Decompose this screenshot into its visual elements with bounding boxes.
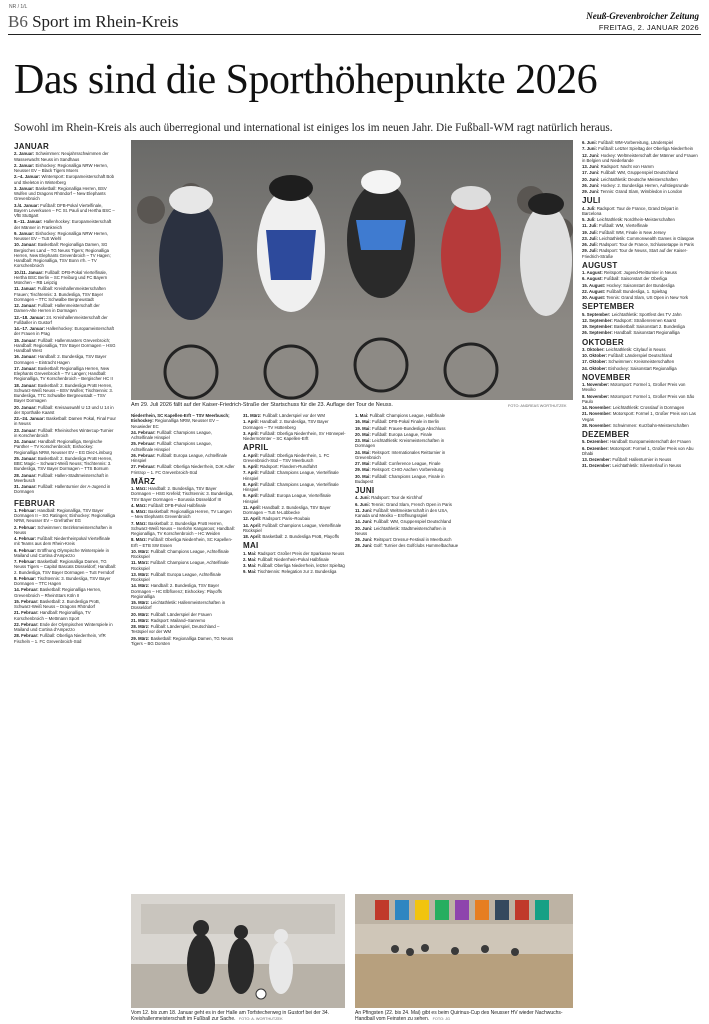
calendar-entry: 12. September: Radsport: Straßenrennen Kaarst bbox=[582, 317, 677, 323]
calendar-entry: 26. Juni: Reitsport: Dressur-Festival in Meerbusch bbox=[355, 537, 452, 542]
calendar-entry: 10. März: Fußball: Champions League, Achtelfinale Rückspiel bbox=[131, 548, 229, 559]
calendar-entry: Niederrhein, SC Kapellen-Erft – TSV Meerbusch; Eishockey: Regionalliga NRW, Neusser EV – Neuwieder EC bbox=[131, 413, 230, 429]
calendar-entry: 24. Mai: Reitsport: Internationales Reitturnier in Grevenbroich bbox=[355, 449, 446, 460]
photo-hall-football-caption: Vom 12. bis zum 18. Januar geht es in der Halle am Torfstecherweg in Gustorf bei der 34. Kreishallenmeisterschaft im Fußball zur Sache. FOTO: A. WORTHUTZEK bbox=[131, 1010, 330, 1022]
calendar-entry: 20. März: Fußball: Länderspiel der Frauen bbox=[131, 611, 212, 617]
calendar-entry: 8.–11. Januar: Hallenhockey: Europameisterschaft der Männer in Frankreich bbox=[14, 219, 112, 230]
month-heading-september: SEPTEMBER bbox=[582, 302, 635, 312]
header-rule bbox=[8, 34, 701, 35]
calendar-entry: 31. Januar: Fußball: Hallenturnier der A-Jugend in Dormagen bbox=[14, 484, 111, 495]
calendar-entry: 9. April: Fußball: Europa League, Viertelfinale Hinspiel bbox=[243, 493, 331, 504]
calendar-entry: 4. März: Fußball: DFB-Pokal Halbfinale bbox=[131, 502, 206, 508]
calendar-entry: 15. Februar: Basketball: 2. Bundesliga ProB, Schwarz-Weiß Neuss – Dragons Rhöndorf bbox=[14, 598, 100, 609]
calendar-entry: 4. Juli: Radsport: Tour de France, Grand Départ in Barcelona bbox=[582, 205, 679, 216]
calendar-entry: 25. Februar: Fußball: Champions League, Achtelfinale Hinspiel bbox=[131, 441, 212, 452]
calendar-entry: 26. Juni: Hockey: 2. Bundesliga Herren, Aufstiegsrunde bbox=[582, 182, 689, 188]
calendar-entry: 14. Februar: Basketball: Regionalliga Herren, Grevenbroich – RheinStars Köln II bbox=[14, 587, 102, 598]
calendar-entry: 17. Januar: Basketball: Regionalliga Herren, New Elephants Grevenbroich – TV Langen; Handball: Regionalliga, TV Korschenbroich – Bergischer HC II bbox=[14, 365, 113, 382]
calendar-entry: 14. Juni: Fußball: WM, Gruppenspiel Deutschland bbox=[355, 519, 452, 525]
calendar-entry: 8. Februar: Tischtennis: 3. Bundesliga, TSV Bayer Dormagen – TTC Hagen bbox=[14, 575, 111, 586]
calendar-entry: 13. Dezember: Fußball: Hallenturnier in Neuss bbox=[582, 457, 672, 462]
calendar-entry: 2. Februar: Schwimmen: Bezirksmeisterschaften in Neuss bbox=[14, 524, 113, 535]
calendar-entry: 17. Juni: Fußball: WM, Gruppenspiel Deutschland bbox=[582, 170, 679, 176]
entry-list-januar bbox=[14, 151, 116, 494]
calendar-entry: 11. Juni: Fußball: Weltmeisterschaft in den USA, Kanada und Mexiko – Eröffnungsspiel bbox=[355, 507, 449, 518]
photo-hall-football bbox=[131, 894, 345, 1008]
calendar-entry: 20. Januar: Fußball: Kreisauswahl U 13 und U 14 in der Sporthalle Kaarst bbox=[14, 404, 114, 415]
calendar-entry: 24. Oktober: Eishockey: Saisonstart Regionalliga bbox=[582, 365, 677, 371]
calendar-entry: 24. Januar: Handball: Regionalliga, Bergische Panther – TV Korschenbroich; Eishockey: Regionalliga NRW, Neusser EV – EG Diez-Limburg bbox=[14, 439, 112, 455]
entry-list-col3-top bbox=[243, 413, 347, 441]
calendar-entry: 7. April: Fußball: Champions League, Viertelfinale Hinspiel bbox=[243, 470, 339, 481]
month-heading-november: NOVEMBER bbox=[582, 372, 631, 382]
calendar-entry: 3. Oktober: Leichtathletik: Citylauf in Neuss bbox=[582, 346, 666, 352]
calendar-entry: 3. April: Fußball: Oberliga Niederrhein, SV Hönnepel-Niedermörmter – SC Kapellen-Erft bbox=[243, 430, 346, 441]
calendar-entry: 1. Mai: Fußball: Champions League, Halbfinale bbox=[355, 413, 446, 418]
calendar-entry: 2. Januar: Eishockey: Regionalliga NRW Herren, Neusser EV – Black Tigers Moers bbox=[14, 162, 109, 173]
calendar-entry: 29. Mai: Reitsport: CHIO Aachen Vorbereitung bbox=[355, 467, 444, 473]
entry-list-col4-top bbox=[355, 413, 459, 484]
month-heading-januar: JANUAR bbox=[14, 142, 50, 151]
calendar-entry: 10. Januar: Basketball: Regionalliga Damen, SG Bergisches Land – TG Neuss Tigers; Regionalliga Herren, New Elephants Grevenbroich – TV Hagen; Handball: Regionalliga, TSV Bonn rrh. – TV Korschenbroich bbox=[14, 242, 111, 269]
calendar-entry: 29. Juni: Tennis: Grand Slam, Wimbledon in London bbox=[582, 189, 683, 194]
entry-list-mai bbox=[243, 551, 347, 575]
calendar-entry: 5. Juli: Leichtathletik: Nordrhein-Meisterschaften bbox=[582, 217, 675, 222]
calendar-entry: 28. Januar: Fußball: Hallen-Stadtmeisterschaft in Meerbusch bbox=[14, 472, 109, 483]
entry-list-september bbox=[582, 312, 698, 336]
calendar-entry: 21. März: Radsport: Mailand–Sanremo bbox=[131, 617, 206, 623]
calendar-entry: 14. April: Fußball: Champions League, Viertelfinale Rückspiel bbox=[243, 522, 342, 533]
page-number: B6 bbox=[8, 12, 28, 31]
column-2 bbox=[131, 413, 235, 891]
entry-list-juni bbox=[355, 495, 459, 548]
calendar-entry: 28. Juni: Golf: Turnier des Golfclubs Hummelbachaue bbox=[355, 543, 459, 549]
calendar-entry: 20. Juni: Leichtathletik: Stadtmeisterschaften in Neuss bbox=[355, 525, 447, 536]
subheadline: Sowohl im Rhein-Kreis als auch überregional und international ist einiges los im neuen Jahr. Die Fußball-WM ragt natürlich heraus. bbox=[14, 122, 613, 134]
photo-hall-football-credit: FOTO: A. WORTHUTZEK bbox=[238, 1017, 283, 1021]
calendar-entry: 19. September: Basketball: Saisonstart 2. Bundesliga bbox=[582, 324, 685, 329]
calendar-entry: 4. April: Fußball: Oberliga Niederrhein, 1. FC Grevenbroich-Süd – TSV Meerbusch bbox=[243, 452, 330, 463]
calendar-entry: 21. November: Motorsport: Formel 1, Großer Preis von Las Vegas bbox=[582, 411, 696, 422]
cyclists-illustration bbox=[131, 140, 573, 400]
calendar-entry: 26. September: Handball: Saisonstart Regionalliga bbox=[582, 330, 680, 336]
calendar-entry: 1. März: Handball: 2. Bundesliga, TSV Bayer Dormagen – HSG Krefeld; Tischtennis: 3. Bundesliga, TSV Bayer Dormagen – Borussia Düsseldorf III bbox=[131, 486, 234, 502]
month-heading-august: AUGUST bbox=[582, 260, 618, 270]
calendar-entry: 8. November: Motorsport: Formel 1, Großer Preis von São Paulo bbox=[582, 393, 695, 404]
calendar-entry: 7. Juni: Fußball: Letzter Spieltag der Oberliga Niederrhein bbox=[582, 146, 694, 152]
calendar-entry: 22.–24. Januar: Basketball: Damen Pokal, Final Four in Neuss bbox=[14, 416, 116, 427]
calendar-entry: 21. Februar: Handball: Regionalliga, TV Korschenbroich – Mettmann Sport bbox=[14, 610, 91, 621]
calendar-entry: 28. November: Schwimmen: Kurzbahn-Meisterschaften bbox=[582, 422, 689, 428]
calendar-entry: 5. September: Leichtathletik: Sportfest des TV Jahn bbox=[582, 311, 682, 317]
calendar-entry: 18. April: Basketball: 2. Bundesliga ProB, Playoffs bbox=[243, 534, 340, 539]
month-heading-dezember: DEZEMBER bbox=[582, 430, 630, 439]
column-4 bbox=[355, 413, 459, 883]
calendar-entry: 8. April: Fußball: Champions League, Viertelfinale Hinspiel bbox=[243, 481, 339, 492]
calendar-entry: 16. Januar: Handball: 2. Bundesliga, TSV Bayer Dormagen – Eintracht Hagen bbox=[14, 354, 107, 365]
calendar-entry: 30. Mai: Fußball: Champions League, Finale in Budapest bbox=[355, 473, 445, 484]
calendar-entry: 22. Februar: Ende der Olympischen Winterspiele in Mailand und Cortina d'Ampezzo bbox=[14, 621, 113, 632]
calendar-entry: 14. November: Leichtathletik: Crosslauf in Dormagen bbox=[582, 405, 685, 410]
photo-quirinus-cup-caption: An Pfingsten (22. bis 24. Mai) gibt es beim Quirinus-Cup des Neusser HV wieder Nachwuchs-Handball vom Feinsten zu sehen. FOTO: JG bbox=[355, 1010, 563, 1022]
calendar-entry: 27. Februar: Fußball: Oberliga Niederrhein, DJK Adler Frintrop – 1. FC Grevenbroich-Süd bbox=[131, 464, 235, 475]
column-3 bbox=[243, 413, 347, 883]
calendar-entry: 15. März: Leichtathletik: Hallenmeisterschaften in Düsseldorf bbox=[131, 600, 226, 611]
calendar-entry: 27. Mai: Fußball: Conference League, Finale bbox=[355, 461, 441, 466]
calendar-entry: 18. Januar: Basketball: 2. Bundesliga ProB Herren, Schwarz-Weiß Neuss – BSV Wulfen; Tischtennis: 3. Bundesliga, TTC Schwalbe Bergneustadt – TSV Bayer Dormagen bbox=[14, 382, 113, 404]
calendar-entry: 29. März: Basketball: Regionalliga Damen, TG Neuss Tigers – BG Dorsten bbox=[131, 635, 234, 646]
section-title bbox=[8, 12, 178, 32]
main-photo-cyclists bbox=[131, 140, 573, 400]
photo-quirinus-cup bbox=[355, 894, 573, 1008]
calendar-entry: 1. August: Reitsport: Jugend-Reitturnier in Neuss bbox=[582, 270, 677, 275]
calendar-entry: 7. Februar: Basketball: Regionalliga Damen, TG Neuss Tigers – Capitol Bascats Düsseldorf; Handball: 2. Bundesliga, TSV Bayer Dormagen – TuS Ferndorf bbox=[14, 559, 116, 575]
calendar-entry: 12. Januar: Fußball: Hallenmeisterschaft der Damen-Alte Herren in Dormagen bbox=[14, 303, 100, 314]
calendar-entry: 16. Mai: Fußball: DFB-Pokal Finale in Berlin bbox=[355, 419, 440, 425]
month-heading-mai: MAI bbox=[243, 541, 259, 551]
calendar-entry: 24. Februar: Fußball: Champions League, Achtelfinale Hinspiel bbox=[131, 429, 212, 440]
calendar-entry: 13. März: Fußball: Europa League, Achtelfinale Rückspiel bbox=[131, 571, 222, 582]
handball-hall-illustration bbox=[355, 894, 573, 1008]
calendar-entry: 2.–4. Januar: Wintersport: Europameisterschaft Bob und Skeleton in Winterberg bbox=[14, 174, 115, 185]
calendar-entry: 30. August: Tennis: Grand Slam, US Open in New York bbox=[582, 295, 689, 300]
calendar-entry: 10. Oktober: Fußball: Länderspiel Deutschland bbox=[582, 353, 673, 358]
newspaper-name: Neuß-Grevenbroicher Zeitung bbox=[586, 11, 699, 21]
calendar-entry: 2. Januar: Schwimmen: Neujahrsschwimmen der Wasserwacht Neuss im Sandhaus bbox=[14, 151, 109, 162]
page-folio: NR / 1/L bbox=[9, 4, 28, 10]
calendar-entry: 2. Mai: Fußball: Niederrhein-Pokal Halbfinale bbox=[243, 556, 329, 562]
calendar-entry: 6. März: Basketball: Regionalliga Herren, TV Langen – New Elephants Grevenbroich bbox=[131, 509, 232, 520]
calendar-entry: 19. Mai: Fußball: Frauen-Bundesliga Abschluss bbox=[355, 425, 446, 431]
calendar-entry: 23. Juli: Leichtathletik: Commonwealth Games in Glasgow bbox=[582, 235, 695, 241]
section-name: Sport im Rhein-Kreis bbox=[32, 12, 179, 31]
calendar-entry: 31. Dezember: Leichtathletik: Silvesterlauf in Neuss bbox=[582, 463, 682, 469]
calendar-entry: 28. März: Fußball: Länderspiel, Deutschland – Testspiel vor der WM bbox=[131, 624, 220, 635]
calendar-entry: 6. Juni: Tennis: Grand Slam, French Open in Paris bbox=[355, 501, 452, 507]
month-heading-oktober: OKTOBER bbox=[582, 337, 624, 347]
calendar-entry: 6. Juni: Fußball: WM-Vorbereitung, Länderspiel bbox=[582, 140, 673, 145]
calendar-entry: 15. August: Hockey: Saisonstart der Bundesliga bbox=[582, 282, 675, 288]
calendar-entry: 12. Juni: Hockey: Weltmeisterschaft der Männer und Frauen in Belgien und Niederlande bbox=[582, 152, 698, 163]
calendar-entry: 1. Februar: Handball: Regionalliga, TSV Bayer Dormagen II – SG Ratingen; Eishockey: Regionalliga NRW, Neusser EV – Grefrather EG bbox=[14, 507, 116, 524]
calendar-entry: 11. Januar: Fußball: Kreishallenmeisterschaften Frauen; Tischtennis: 3. Bundesliga, TSV Bayer Dormagen – TTC Schwalbe Bergneustadt bbox=[14, 286, 106, 302]
column-5 bbox=[582, 140, 698, 1018]
calendar-entry: 20. Mai: Fußball: Europa League, Finale bbox=[355, 431, 433, 437]
entry-list-dezember bbox=[582, 439, 698, 468]
calendar-entry: 5. April: Radsport: Flandern-Rundfahrt bbox=[243, 464, 318, 469]
calendar-entry: 6. Dezember: Motorsport: Formel 1, Großer Preis von Abu Dhabi bbox=[582, 445, 694, 456]
calendar-entry: 14. März: Handball: 2. Bundesliga, TSV Bayer Dormagen – HC Elbflorenz; Eishockey: Playoffs Regionalliga bbox=[131, 583, 222, 599]
calendar-entry: 5. Dezember: Handball: Europameisterschaft der Frauen bbox=[582, 439, 691, 445]
month-heading-juli: JULI bbox=[582, 196, 601, 206]
entry-list-april bbox=[243, 453, 347, 540]
calendar-entry: 11. März: Fußball: Champions League, Achtelfinale Rückspiel bbox=[131, 560, 229, 571]
calendar-entry: 4. Juni: Radsport: Tour de Kirchhof bbox=[355, 495, 423, 501]
calendar-entry: 31. März: Fußball: Länderspiel vor der WM bbox=[243, 413, 325, 418]
calendar-entry: 15. Januar: Fußball: Hallenmasters Grevenbroich; Handball: Regionalliga, TSV Bayer Dormagen – HSG Handball West bbox=[14, 337, 116, 353]
headline: Das sind die Sporthöhepunkte 2026 bbox=[14, 57, 598, 103]
calendar-entry: 1. November: Motorsport: Formel 1, Großer Preis von Mexiko bbox=[582, 382, 686, 393]
calendar-entry: 10./11. Januar: Fußball: DFB-Pokal Viertelfinale, Hertha BSC Berlin – SC Freiburg und FC Bayern München – RB Leipzig bbox=[14, 269, 108, 285]
calendar-entry: 26. Juli: Radsport: Tour de France, Schlussetappe in Paris bbox=[582, 242, 694, 247]
calendar-entry: 3. Januar: Basketball: Regionalliga Herren, BSV Wulfen und Dragons Rhöndorf – New Elephants Grevenbroich bbox=[14, 185, 107, 202]
calendar-entry: 20. Juni: Leichtathletik: Deutsche Meisterschaften bbox=[582, 176, 678, 182]
main-photo-caption: Am 29. Juli 2026 fällt auf der Kaiser-Friedrich-Straße der Startschuss für die 23. Auflage der Tour de Neuss. bbox=[131, 402, 393, 408]
calendar-entry: 9. Januar: Eishockey: Regionalliga NRW Herren, Neusser EV – TuS Wiehl bbox=[14, 230, 109, 241]
calendar-entry: 29. Juli: Radsport: Tour de Neuss, Start auf der Kaiser-Friedrich-Straße bbox=[582, 248, 688, 259]
calendar-entry: 11. Juli: Fußball: WM, Viertelfinale bbox=[582, 223, 649, 229]
calendar-entry: 23. Mai: Leichtathletik: Kreismeisterschaften in Dormagen bbox=[355, 438, 445, 449]
month-heading-april: APRIL bbox=[243, 443, 269, 453]
calendar-entry: 14.–17. Januar: Hallenhockey: Europameisterschaft der Frauen in Prag bbox=[14, 326, 114, 337]
calendar-entry: 6. Februar: Eröffnung Olympische Winterspiele in Mailand und Cortina d'Ampezzo bbox=[14, 547, 109, 558]
calendar-entry: 4. Februar: Fußball: Niederrheinpokal Viertelfinale mit Teams aus dem Rhein-Kreis bbox=[14, 536, 111, 547]
entry-list-juli bbox=[582, 206, 698, 259]
calendar-entry: 6. August: Fußball: Saisonstart der Oberliga bbox=[582, 276, 668, 282]
calendar-entry: 12.–18. Januar: 24. Kreishallenmeisterschaft der Fußballer in Gustorf bbox=[14, 314, 108, 325]
calendar-entry: 3. Mai: Fußball: Oberliga Niederrhein, letzter Spieltag bbox=[243, 563, 345, 568]
main-photo-credit: FOTO: ANDREAS WORTHUTZEK bbox=[508, 404, 567, 408]
month-heading-februar: FEBRUAR bbox=[14, 498, 56, 508]
column-1 bbox=[14, 140, 116, 1018]
calendar-entry: 25. Januar: Basketball: 2. Bundesliga ProB Herren, BBC Magic – Schwarz-Weiß Neuss; Tischtennis: 3. Bundesliga, TSV Bayer Dormagen – TTS Borsum bbox=[14, 455, 113, 472]
month-heading-juni: JUNI bbox=[355, 486, 375, 495]
calendar-entry: 19. Juli: Fußball: WM, Finale in New Jersey bbox=[582, 229, 666, 235]
entry-list-maerz bbox=[131, 486, 235, 646]
calendar-entry: 8. März: Fußball: Oberliga Niederrhein, SC Kapellen-Erft – ETB SW Essen bbox=[131, 537, 233, 548]
calendar-entry: 26. Februar: Fußball: Europa League, Achtelfinale Hinspiel bbox=[131, 452, 228, 463]
entry-list-november bbox=[582, 382, 698, 428]
entry-list-col5-top bbox=[582, 140, 698, 194]
calendar-entry: 22. August: Fußball: Bundesliga, 1. Spieltag bbox=[582, 288, 668, 294]
calendar-entry: 11. April: Handball: 2. Bundesliga, TSV Bayer Dormagen – TuS N-Lübbecke bbox=[243, 504, 331, 515]
issue-date: FREITAG, 2. JANUAR 2026 bbox=[598, 23, 699, 32]
entry-list-col2-top bbox=[131, 413, 235, 475]
calendar-entry: 17. Oktober: Schwimmen: Kreismeisterschaften bbox=[582, 359, 675, 365]
calendar-entry: 23. Januar: Fußball: Rheinisches Wintercup-Turnier in Korschenbroich bbox=[14, 427, 114, 438]
calendar-entry: 9. Mai: Tischtennis: Relegation zur 2. Bundesliga bbox=[243, 569, 337, 575]
entry-list-august bbox=[582, 270, 698, 300]
calendar-entry: 3./4. Januar: Fußball: DFB-Pokal Viertelfinale, Bayern Leverkusen – FC St. Pauli und Hertha BSC – VfB Stuttgart bbox=[14, 202, 115, 218]
calendar-entry: 1. April: Handball: 2. Bundesliga, TSV Bayer Dormagen – TV Hüttenberg bbox=[243, 419, 329, 430]
hall-football-illustration bbox=[131, 894, 345, 1008]
calendar-entry: 28. Februar: Fußball: Oberliga Niederrhein, VfR Fischeln – 1. FC Grevenbroich-Süd bbox=[14, 633, 106, 644]
month-heading-maerz: MÄRZ bbox=[131, 476, 156, 486]
entry-list-oktober bbox=[582, 347, 698, 371]
photo-quirinus-cup-credit: FOTO: JG bbox=[432, 1017, 451, 1021]
calendar-entry: 12. April: Radsport: Paris–Roubaix bbox=[243, 516, 311, 522]
calendar-entry: 1. Mai: Radsport: Großer Preis der Sparkasse Neuss bbox=[243, 550, 345, 556]
calendar-entry: 7. März: Basketball: 2. Bundesliga ProB Herren, Schwarz-Weiß Neuss – Iserlohn Kangaroos; Handball: Regionalliga, TV Korschenbroich – HC Weiden bbox=[131, 520, 235, 536]
entry-list-februar bbox=[14, 508, 116, 644]
calendar-entry: 13. Juni: Radsport: Nacht von Hamm bbox=[582, 164, 654, 169]
